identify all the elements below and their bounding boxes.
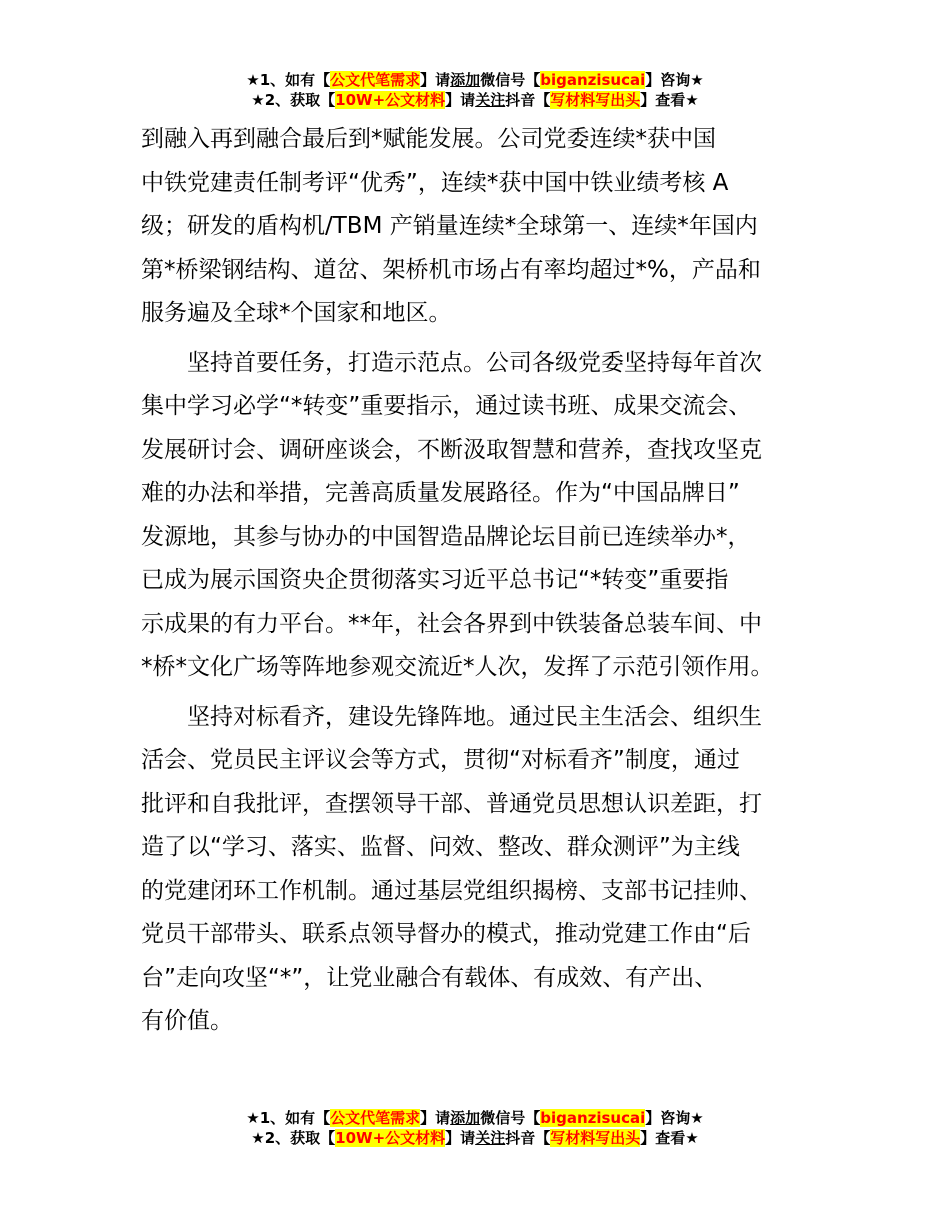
- banner-line-1: ★1、如有【公文代笔需求】请添加微信号【biganzisucai】咨询★: [246, 1109, 704, 1127]
- star-icon: ★: [251, 91, 265, 109]
- paragraph-1: 到融入再到融合最后到*赋能发展。公司党委连续*获中国 中铁党建责任制考评“优秀”，连续*获中国中铁业绩考核 A 级；研发的盾构机/TBM 产销量连续*全球第一、连续*年国内 第*桥梁钢结构、道岔、架桥机市场占有率均超过*%，产品和 服务遍及全球*个国家和地区。: [141, 126, 761, 326]
- banner-line-2: ★2、获取【10W+公文材料】请关注抖音【写材料写出头】查看★: [251, 91, 699, 109]
- highlight-wechat-id: biganzisucai: [540, 1109, 646, 1127]
- highlight-materials: 10W+公文材料: [335, 91, 446, 109]
- document-body: [141, 118, 821, 1044]
- highlight-service: 公文代笔需求: [330, 71, 421, 89]
- star-icon: ★: [690, 1109, 704, 1127]
- star-icon: ★: [685, 91, 699, 109]
- banner-line-2: ★2、获取【10W+公文材料】请关注抖音【写材料写出头】查看★: [251, 1129, 699, 1147]
- star-icon: ★: [246, 1109, 260, 1127]
- header-banner: [0, 70, 950, 110]
- banner-line-1: ★1、如有【公文代笔需求】请添加微信号【biganzisucai】咨询★: [246, 71, 704, 89]
- star-icon: ★: [251, 1129, 265, 1147]
- footer-banner: [0, 1108, 950, 1148]
- highlight-wechat-id: biganzisucai: [540, 71, 646, 89]
- highlight-douyin-account: 写材料写出头: [550, 1129, 641, 1147]
- highlight-service: 公文代笔需求: [330, 1109, 421, 1127]
- paragraph-2: 坚持首要任务，打造示范点。公司各级党委坚持每年首次 集中学习必学“*转变”重要指示，通过读书班、成果交流会、 发展研讨会、调研座谈会，不断汲取智慧和营养，查找攻坚克 难的办法和举措，完善高质量发展路径。作为“中国品牌日” 发源地，其参与协办的中国智造品牌论坛目前已连续举办*， 已成为展示国资央企贯彻落实习近平总书记“*转变”重要指 示成果的有力平台。**年，社会各界到中铁装备总装车间、中 *桥*文化广场等阵地参观交流近*人次，发挥了示范引领作用。: [141, 349, 774, 680]
- paragraph-3: 坚持对标看齐，建设先锋阵地。通过民主生活会、组织生 活会、党员民主评议会等方式，贯彻“对标看齐”制度，通过 批评和自我批评，查摆领导干部、普通党员思想认识差距，打 造了以“学习、落实、监督、问效、整改、群众测评”为主线 的党建闭环工作机制。通过基层党组织揭榜、支部书记挂帅、 党员干部带头、联系点领导督办的模式，推动党建工作由“后 台”走向攻坚“*”，让党业融合有载体、有成效、有产出、 有价值。: [141, 703, 762, 1034]
- star-icon: ★: [246, 71, 260, 89]
- highlight-materials: 10W+公文材料: [335, 1129, 446, 1147]
- highlight-douyin-account: 写材料写出头: [550, 91, 641, 109]
- star-icon: ★: [690, 71, 704, 89]
- star-icon: ★: [685, 1129, 699, 1147]
